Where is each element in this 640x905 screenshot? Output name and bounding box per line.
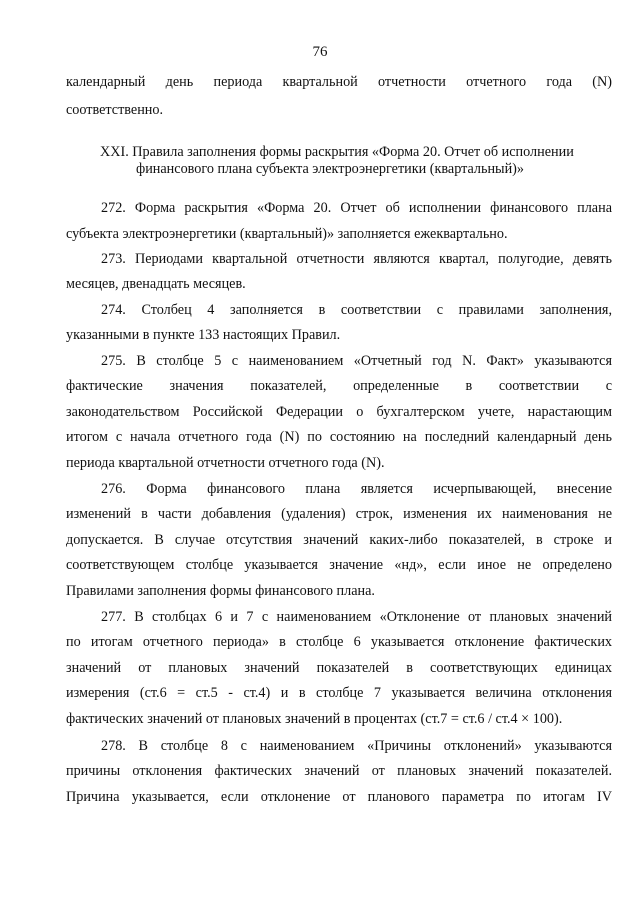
page-number: 76 [312,44,328,60]
text-line: 277. В столбцах 6 и 7 с наименованием «Отклонение от плановых значений [101,609,612,625]
text-line: Правилами заполнения формы финансового плана. [66,583,375,599]
text-line: итогом с начала отчетного года (N) по состоянию на последний календарный день [66,429,612,445]
text-line: Причина указывается, если отклонение от планового параметра по итогам IV [66,789,612,805]
text-line: 273. Периодами квартальной отчетности являются квартал, полугодие, девять [101,251,612,267]
text-line: соответствующем столбце указывается значение «нд», если иное не определено [66,557,612,573]
text-line: допускается. В случае отсутствия значений каких-либо показателей, в строке и [66,532,612,548]
text-line: субъекта электроэнергетики (квартальный)» заполняется ежеквартально. [66,226,508,242]
text-line: соответственно. [66,102,164,118]
text-line: указанными в пункте 133 настоящих Правил. [66,327,341,343]
text-line: законодательством Российской Федерации о бухгалтерском учете, нарастающим [66,404,612,420]
text-line: календарный день периода квартальной отчетности отчетного года (N) [66,74,612,90]
section-heading-line: XXI. Правила заполнения формы раскрытия «Форма 20. Отчет об исполнении [100,144,574,160]
text-line: 276. Форма финансового плана является исчерпывающей, внесение [101,481,612,497]
text-line: измерения (ст.6 = ст.5 - ст.4) и в столбце 7 указывается величина отклонения [66,685,612,701]
text-line: 278. В столбце 8 с наименованием «Причины отклонений» указываются [101,738,612,754]
text-line: фактические значения показателей, определенные в соответствии с [66,378,612,394]
text-line: изменений в части добавления (удаления) строк, изменения их наименования не [66,506,612,522]
text-line: фактических значений от плановых значений в процентах (ст.7 = ст.6 / ст.4 × 100). [66,711,563,727]
text-line: 275. В столбце 5 с наименованием «Отчетный год N. Факт» указываются [101,353,612,369]
text-line: причины отклонения фактических значений от плановых значений показателей. [66,763,612,779]
text-line: значений от плановых значений показателей в соответствующих единицах [66,660,612,676]
text-line: по итогам отчетного периода» в столбце 6 указывается отклонение фактических [66,634,612,650]
section-heading-line: финансового плана субъекта электроэнергетики (квартальный)» [136,161,524,177]
text-line: 272. Форма раскрытия «Форма 20. Отчет об исполнении финансового плана [101,200,612,216]
text-line: месяцев, двенадцать месяцев. [66,276,246,292]
text-line: периода квартальной отчетности отчетного года (N). [66,455,385,471]
text-line: 274. Столбец 4 заполняется в соответствии с правилами заполнения, [101,302,612,318]
